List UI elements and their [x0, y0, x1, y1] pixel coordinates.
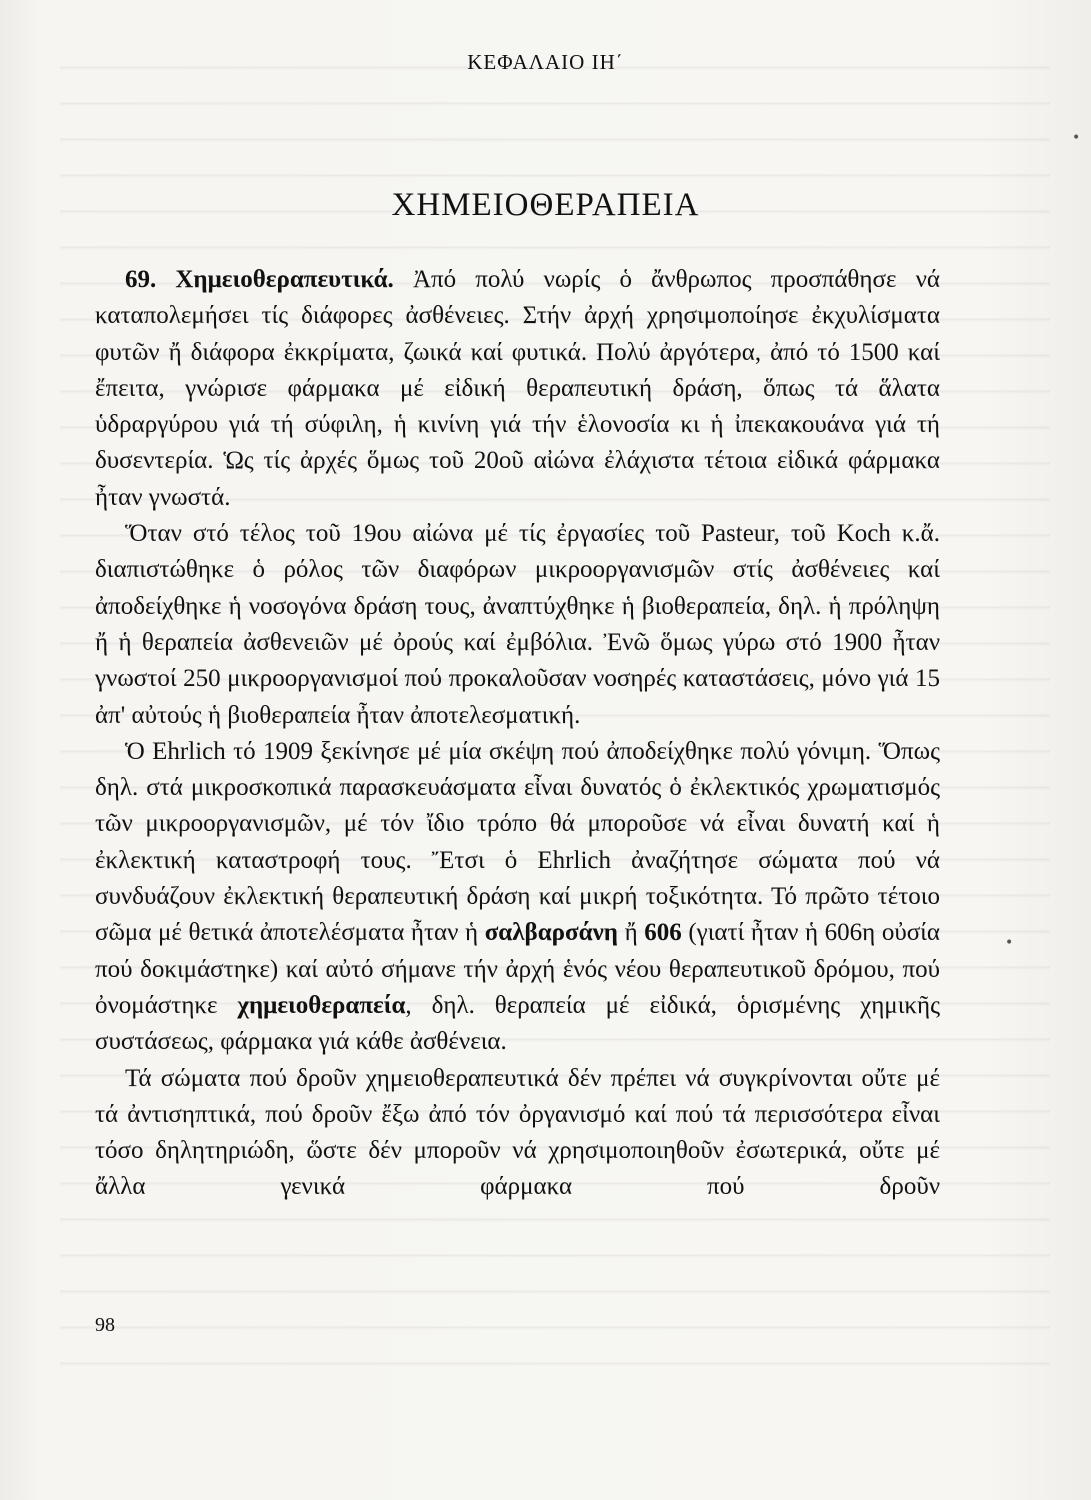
paragraph-4: Τά σώματα πού δροῦν χημειοθεραπευτικά δέν πρέπει νά συγκρίνονται οὔτε μέ τά ἀντισηπτικά, πού δροῦν ἔξω ἀπό τόν ὀργανισμό καί πού τά περισσότερα εἶναι τόσο δηλητηριώδη, ὥστε δέν μποροῦν νά χρησιμοποιηθοῦν ἐσωτερικά, οὔτε μέ ἄλλα γενικά φάρμακα πού δροῦν	[95, 1064, 940, 1201]
paragraph-3	[95, 734, 940, 1061]
term-salvarsan: σαλβαρσάνη	[484, 919, 618, 947]
paragraph-1-text: Ἀπό πολύ νωρίς ὁ ἄνθρωπος προσπάθησε νά καταπολεμήσει τίς διάφορες ἀσθένειες. Στήν ἀρχή χρησιμοποίησε ἐκχυλίσματα φυτῶν ἤ διάφορα ἐκκρίματα, ζωικά καί φυτικά. Πολύ ἀργότερα, ἀπό τό 1500 καί ἔπειτα, γνώρισε φάρμακα μέ εἰδική θεραπευτική δράση, ὅπως τά ἅλατα ὑδραργύρου γιά τή σύφιλη, ἡ κινίνη γιά τήν ἑλονοσία κι ἡ ἰπεκακουάνα γιά τή δυσεντερία. Ὡς τίς ἀρχές ὅμως τοῦ 20οῦ αἰώνα ἐλάχιστα τέτοια εἰδικά φάρμακα ἦταν γνωστά.	[95, 266, 940, 511]
page-number: 98	[95, 1314, 115, 1336]
chapter-heading: ΚΕΦΑΛΑΙΟ ΙΗ΄	[467, 50, 624, 74]
paragraph-3-text-b: ἤ	[624, 919, 638, 947]
paragraph-3-text-c: (γιατί ἦταν ἡ 606η οὐσία πού δοκιμάστηκε) καί αὐτό σήμανε τήν ἀρχή ἑνός νέου θεραπευτικοῦ δρόμου, πού ὀνομάστηκε	[95, 919, 941, 1019]
paragraph-2: Ὅταν στό τέλος τοῦ 19ου αἰώνα μέ τίς ἐργασίες τοῦ Pasteur, τοῦ Koch κ.ἄ. διαπιστώθηκε ὁ ρόλος τῶν διαφόρων μικροοργανισμῶν στίς ἀσθένειες καί ἀποδείχθηκε ἡ νοσογόνα δράση τους, ἀναπτύχθηκε ἡ βιοθεραπεία, δηλ. ἡ πρόληψη ἤ ἡ θεραπεία ἀσθενειῶν μέ ὀρούς καί ἐμβόλια. Ἐνῶ ὅμως γύρω στό 1900 ἦταν γνωστοί 250 μικροοργανισμοί πού προκαλοῦσαν νοσηρές καταστάσεις, μόνο γιά 15 ἀπ' αὐτούς ἡ βιοθεραπεία ἦταν ἀποτελεσματική.	[95, 520, 940, 729]
term-chemotherapy: χημειοθεραπεία	[237, 991, 406, 1019]
section-heading: 69. Χημειοθεραπευτικά.	[125, 266, 394, 293]
paragraph-3-text-a: Ὁ Ehrlich τό 1909 ξεκίνησε μέ μία σκέψη πού ἀποδείχθηκε πολύ γόνιμη. Ὅπως δηλ. στά μικροσκοπικά παρασκευάσματα εἶναι δυνατός ὁ ἐκλεκτικός χρωματισμός τῶν μικροοργανισμῶν, μέ τόν ἴδιο τρόπο θά μποροῦσε νά εἶναι δυνατή καί ἡ ἐκλεκτική καταστροφή τους. Ἔτσι ὁ Ehrlich ἀναζήτησε σώματα πού νά συνδυάζουν ἐκλεκτική θεραπευτική δράση καί μικρή τοξικότητα. Τό πρῶτο τέτοιο σῶμα μέ θετικά ἀποτελέσματα ἦταν ἡ	[95, 737, 940, 947]
page-title: ΧΗΜΕΙΟΘΕΡΑΠΕΙΑ	[391, 187, 700, 223]
paragraph-3-text-d: , δηλ. θεραπεία μέ εἰδικά, ὁρισμένης χημικῆς συστάσεως, φάρμακα γιά κάθε ἀσθένεια.	[95, 991, 940, 1056]
term-606: 606	[644, 919, 682, 947]
paragraph-1	[95, 262, 940, 516]
margin-dot: •	[1072, 130, 1081, 146]
margin-dot: •	[1005, 935, 1014, 951]
body-text	[95, 262, 940, 1206]
